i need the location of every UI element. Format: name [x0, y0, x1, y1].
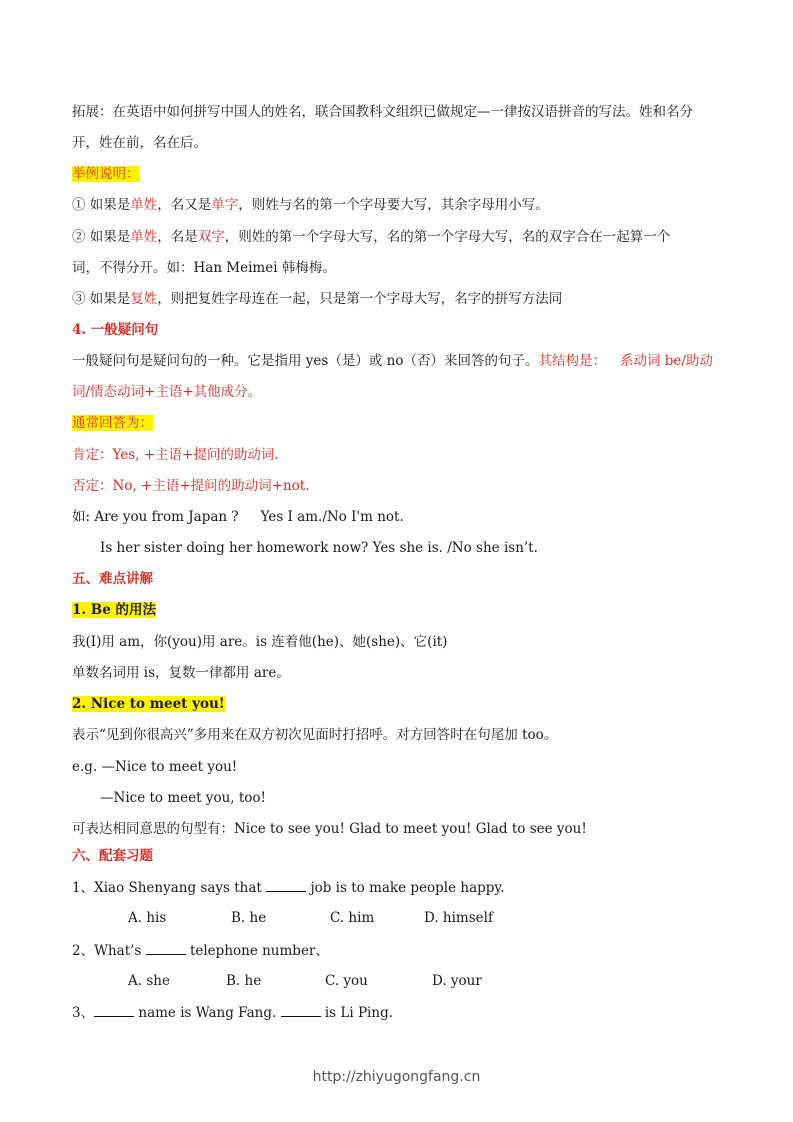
nice-alternatives: 可表达相同意思的句型有：Nice to see you! Glad to meet you! Glad to see you!	[72, 821, 587, 837]
question-2-text: telephone number、	[189, 943, 329, 959]
rule-1	[72, 195, 723, 215]
rule-2	[72, 227, 723, 247]
nice-title-row	[72, 694, 723, 714]
example-1-answer: Yes I am./No I'm not.	[260, 509, 404, 525]
answer-heading: 通常回答为：	[72, 415, 153, 431]
question-3	[72, 1002, 723, 1023]
rule-1-keyword-single-char: 单字	[211, 197, 239, 213]
question-1	[72, 877, 723, 898]
affirmative-answer: 肯定：Yes, +主语+提问的助动词.	[72, 447, 279, 463]
nice-example-2: —Nice to meet you, too!	[100, 790, 266, 806]
section-6-title: 六、配套习题	[72, 848, 153, 864]
rule-2-continuation: 词，不得分开。如：Han Meimei 韩梅梅。	[72, 260, 336, 276]
option-c[interactable]: C. you	[325, 973, 368, 989]
section-4-definition	[72, 351, 723, 371]
option-a[interactable]: A. his	[128, 910, 167, 926]
option-b[interactable]: B. he	[231, 910, 267, 926]
extension-paragraph-line-2: 开，姓在前，名在后。	[72, 135, 207, 151]
question-1-text: job is to make people happy.	[310, 880, 505, 896]
example-heading-row	[72, 164, 723, 184]
answer-blank[interactable]	[94, 1002, 134, 1017]
structure-label: 其结构是：	[538, 353, 606, 369]
rule-2-text: ，则姓的第一个字母大写，名的第一个字母大写，名的双字合在一起算一个	[224, 229, 671, 245]
be-usage-title-text: 1. Be 的用法	[72, 602, 156, 618]
negative-answer: 否定：No, +主语+提问的助动词+not.	[72, 478, 310, 494]
example-1-question: 如: Are you from Japan ?	[72, 509, 239, 525]
question-3-text: name is Wang Fang.	[138, 1005, 277, 1021]
example-2: Is her sister doing her homework now? Yes she is. /No she isn’t.	[100, 540, 538, 556]
example-heading: 举例说明：	[72, 166, 140, 182]
rule-2-text: ② 如果是	[72, 229, 131, 245]
option-b[interactable]: B. he	[226, 973, 262, 989]
rule-3-text: ，则把复姓字母连在一起，只是第一个字母大写，名字的拼写方法同	[157, 291, 563, 307]
section-5-title: 五、难点讲解	[72, 571, 153, 587]
option-d[interactable]: D. himself	[424, 910, 493, 926]
be-usage-title-row	[72, 600, 723, 620]
be-usage-title	[72, 602, 156, 618]
nice-example-1: e.g. —Nice to meet you!	[72, 759, 238, 775]
question-3-text: 3、	[72, 1005, 95, 1021]
question-3-text: is Li Ping.	[324, 1005, 393, 1021]
footer-url[interactable]: http://zhiyugongfang.cn	[312, 1069, 481, 1085]
answer-heading-row	[72, 413, 723, 433]
section-4-definition-continued: 词/情态动词+主语+其他成分。	[72, 384, 262, 400]
rule-1-text: ，则姓与名的第一个字母要大写，其余字母用小写。	[238, 197, 549, 213]
nice-title: 2. Nice to meet you!	[72, 696, 225, 712]
option-d[interactable]: D. your	[432, 973, 482, 989]
answer-blank[interactable]	[146, 940, 186, 955]
question-2	[72, 940, 723, 961]
rule-3-text: ③ 如果是	[72, 291, 131, 307]
question-1-text: 1、Xiao Shenyang says that	[72, 880, 262, 896]
question-2-text: 2、What’s	[72, 943, 142, 959]
rule-1-text: ① 如果是	[72, 197, 131, 213]
rule-2-keyword-double-char: 双字	[197, 229, 225, 245]
example-1	[72, 507, 723, 527]
rule-2-keyword-single-surname: 单姓	[130, 229, 158, 245]
rule-2-text: ，名是	[157, 229, 198, 245]
be-usage-line-2: 单数名词用 is，复数一律都用 are。	[72, 665, 290, 681]
definition-text: 一般疑问句是疑问句的一种。它是指用 yes（是）或 no（否）来回答的句子。	[72, 353, 539, 369]
rule-1-keyword-single-surname: 单姓	[130, 197, 158, 213]
structure-formula: 系动词 be/助动	[619, 353, 713, 369]
section-4-title: 4. 一般疑问句	[72, 322, 159, 338]
rule-3	[72, 289, 723, 309]
rule-1-text: ，名又是	[157, 197, 212, 213]
rule-3-keyword-compound-surname: 复姓	[130, 291, 158, 307]
answer-blank[interactable]	[266, 877, 306, 892]
answer-blank[interactable]	[281, 1002, 321, 1017]
nice-explanation: 表示“见到你很高兴”多用来在双方初次见面时打招呼。对方回答时在句尾加 too。	[72, 727, 558, 743]
option-c[interactable]: C. him	[330, 910, 375, 926]
extension-paragraph-line-1: 拓展：在英语中如何拼写中国人的姓名，联合国教科文组织已做规定—一律按汉语拼音的写法。姓和名分	[72, 104, 693, 120]
option-a[interactable]: A. she	[128, 973, 170, 989]
be-usage-line-1: 我(I)用 am，你(you)用 are。is 连着他(he)、她(she)、它(it)	[72, 634, 448, 650]
